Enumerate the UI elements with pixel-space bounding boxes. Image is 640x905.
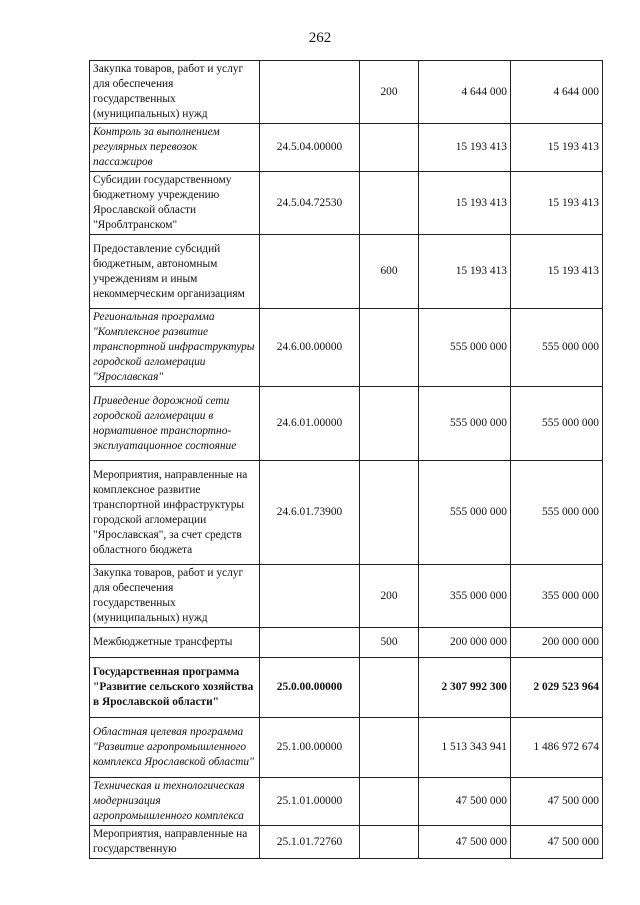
table-row [90,826,603,859]
target-code-cell: 24.5.04.00000 [260,124,360,172]
table-row [90,461,603,565]
expense-type-cell [360,778,419,826]
amount-year1-cell: 1 513 343 941 [419,718,511,778]
expense-type-cell [360,387,419,461]
amount-year2-cell: 15 193 413 [511,235,603,309]
table-row [90,387,603,461]
expense-type-cell [360,172,419,235]
expense-type-cell [360,658,419,718]
table-row [90,124,603,172]
expense-type-cell: 200 [360,565,419,628]
amount-year2-cell: 15 193 413 [511,172,603,235]
amount-year1-cell: 47 500 000 [419,826,511,859]
amount-year1-cell: 200 000 000 [419,628,511,658]
page-number: 262 [308,30,332,46]
amount-year2-cell: 47 500 000 [511,826,603,859]
program-name-cell: Межбюджетные трансферты [90,628,260,658]
target-code-cell: 25.1.01.72760 [260,826,360,859]
target-code-cell: 24.5.04.72530 [260,172,360,235]
target-code-cell [260,628,360,658]
program-name-cell: Закупка товаров, работ и услуг для обеспечения государственных (муниципальных) нужд [90,565,260,628]
amount-year2-cell: 2 029 523 964 [511,658,603,718]
table-row [90,628,603,658]
expense-type-cell: 600 [360,235,419,309]
table-row [90,235,603,309]
expense-type-cell [360,309,419,387]
program-name-cell: Региональная программа "Комплексное развитие транспортной инфраструктуры городской агломерации "Ярославская" [90,309,260,387]
amount-year1-cell: 15 193 413 [419,124,511,172]
expense-type-cell: 200 [360,61,419,124]
amount-year2-cell: 15 193 413 [511,124,603,172]
amount-year1-cell: 555 000 000 [419,309,511,387]
target-code-cell: 24.6.01.73900 [260,461,360,565]
program-name-cell: Государственная программа "Развитие сельского хозяйства в Ярославской области" [90,658,260,718]
target-code-cell: 24.6.00.00000 [260,309,360,387]
budget-table-body [90,61,603,859]
amount-year2-cell: 555 000 000 [511,387,603,461]
amount-year2-cell: 200 000 000 [511,628,603,658]
target-code-cell: 24.6.01.00000 [260,387,360,461]
amount-year2-cell: 555 000 000 [511,309,603,387]
amount-year1-cell: 15 193 413 [419,172,511,235]
program-name-cell: Техническая и технологическая модернизация агропромышленного комплекса [90,778,260,826]
amount-year2-cell: 555 000 000 [511,461,603,565]
amount-year1-cell: 2 307 992 300 [419,658,511,718]
target-code-cell [260,61,360,124]
amount-year2-cell: 1 486 972 674 [511,718,603,778]
program-name-cell: Мероприятия, направленные на комплексное развитие транспортной инфраструктуры городской агломерации "Ярославская", за счет средств областного бюджета [90,461,260,565]
expense-type-cell: 500 [360,628,419,658]
amount-year2-cell: 4 644 000 [511,61,603,124]
amount-year1-cell: 555 000 000 [419,461,511,565]
table-row [90,658,603,718]
expense-type-cell [360,826,419,859]
target-code-cell: 25.1.00.00000 [260,718,360,778]
target-code-cell: 25.1.01.00000 [260,778,360,826]
program-name-cell: Закупка товаров, работ и услуг для обеспечения государственных (муниципальных) нужд [90,61,260,124]
budget-table [89,60,603,859]
table-row [90,172,603,235]
expense-type-cell [360,124,419,172]
amount-year1-cell: 555 000 000 [419,387,511,461]
amount-year2-cell: 355 000 000 [511,565,603,628]
expense-type-cell [360,718,419,778]
target-code-cell [260,565,360,628]
table-row [90,309,603,387]
amount-year1-cell: 355 000 000 [419,565,511,628]
program-name-cell: Субсидии государственному бюджетному учреждению Ярославской области "Яроблтранском" [90,172,260,235]
program-name-cell: Областная целевая программа "Развитие агропромышленного комплекса Ярославской области" [90,718,260,778]
table-row [90,718,603,778]
program-name-cell: Предоставление субсидий бюджетным, автономным учреждениям и иным некоммерческим организациям [90,235,260,309]
target-code-cell [260,235,360,309]
expense-type-cell [360,461,419,565]
amount-year1-cell: 47 500 000 [419,778,511,826]
table-row [90,778,603,826]
program-name-cell: Контроль за выполнением регулярных перевозок пассажиров [90,124,260,172]
program-name-cell: Мероприятия, направленные на государственную [90,826,260,859]
program-name-cell: Приведение дорожной сети городской агломерации в нормативное транспортно-эксплуатационное состояние [90,387,260,461]
amount-year2-cell: 47 500 000 [511,778,603,826]
amount-year1-cell: 4 644 000 [419,61,511,124]
table-row [90,61,603,124]
amount-year1-cell: 15 193 413 [419,235,511,309]
target-code-cell: 25.0.00.00000 [260,658,360,718]
table-row [90,565,603,628]
